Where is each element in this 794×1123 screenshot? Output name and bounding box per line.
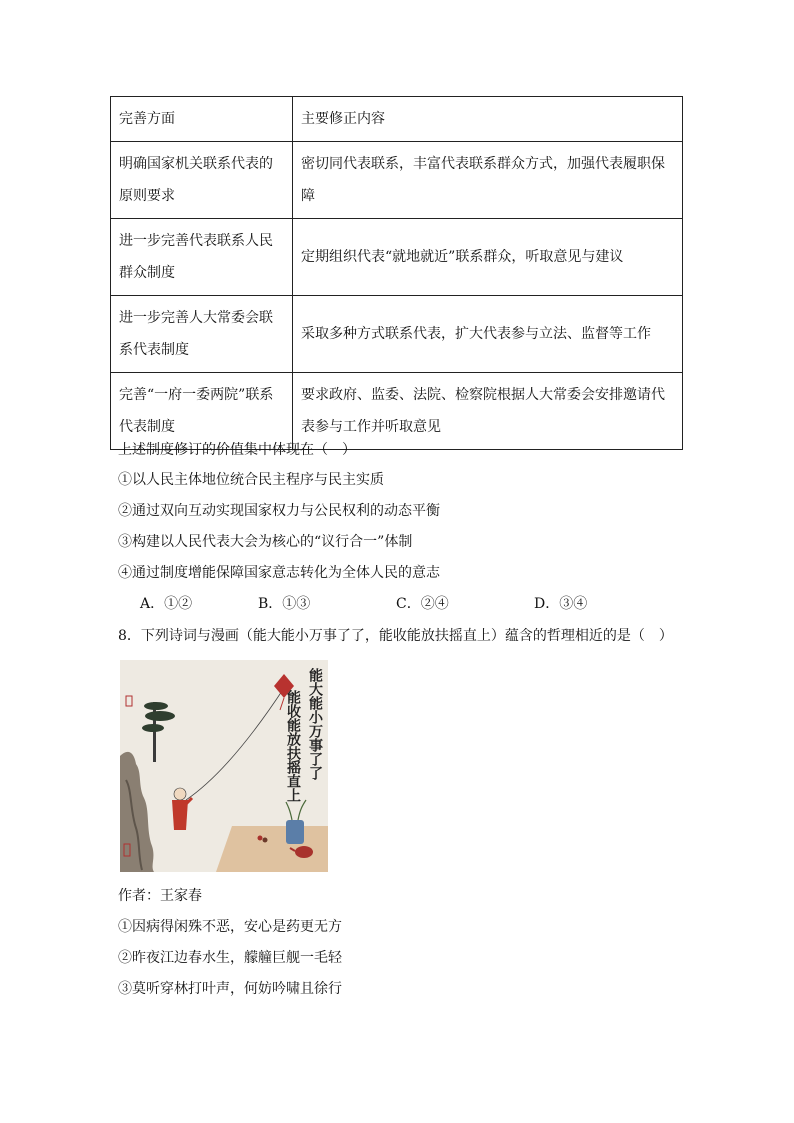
q8-statement-3: ③莫听穿林打叶声，何妨吟啸且徐行 — [118, 981, 342, 997]
table-cell: 完善“一府一委两院”联系代表制度 — [111, 373, 293, 450]
q7-statement-4: ④通过制度增能保障国家意志转化为全体人民的意志 — [118, 565, 440, 581]
painting-calligraphy-1: 能大能小万事了了 — [307, 668, 323, 780]
table-cell: 密切同代表联系，丰富代表联系群众方式，加强代表履职保障 — [293, 142, 683, 219]
q8-statement-2: ②昨夜江边春水生，艨艟巨舰一毛轻 — [118, 950, 342, 966]
table-header-cell: 主要修正内容 — [293, 97, 683, 142]
table-cell: 定期组织代表“就地就近”联系群众，听取意见与建议 — [293, 219, 683, 296]
table-header-row — [111, 97, 683, 142]
q8-author: 作者：王家春 — [118, 888, 202, 904]
table-row — [111, 373, 683, 450]
q7-option-d[interactable]: D．③④ — [534, 596, 588, 612]
q7-option-b[interactable]: B．①③ — [258, 596, 311, 612]
q8-stem: 8．下列诗词与漫画（能大能小万事了了，能收能放扶摇直上）蕴含的哲理相近的是（ ） — [118, 628, 673, 644]
q7-statement-3: ③构建以人民代表大会为核心的“议行合一”体制 — [118, 534, 413, 550]
q7-stem: 上述制度修订的价值集中体现在（ ） — [118, 442, 356, 458]
q7-statement-2: ②通过双向互动实现国家权力与公民权利的动态平衡 — [118, 503, 440, 519]
table-row — [111, 296, 683, 373]
revision-table — [110, 96, 683, 450]
q7-option-c[interactable]: C．②④ — [396, 596, 449, 612]
table-cell: 要求政府、监委、法院、检察院根据人大常委会安排邀请代表参与工作并听取意见 — [293, 373, 683, 450]
table-cell: 进一步完善代表联系人民群众制度 — [111, 219, 293, 296]
table-cell: 进一步完善人大常委会联系代表制度 — [111, 296, 293, 373]
table-cell: 明确国家机关联系代表的原则要求 — [111, 142, 293, 219]
table-row — [111, 142, 683, 219]
painting-calligraphy-2: 能收能放扶摇直上 — [285, 690, 301, 802]
q8-statement-1: ①因病得闲殊不恶，安心是药更无方 — [118, 919, 342, 935]
table-header-cell: 完善方面 — [111, 97, 293, 142]
table-cell: 采取多种方式联系代表，扩大代表参与立法、监督等工作 — [293, 296, 683, 373]
table-row — [111, 219, 683, 296]
q7-option-a[interactable]: A．①② — [140, 596, 193, 612]
q7-statement-1: ①以人民主体地位统合民主程序与民主实质 — [118, 472, 384, 488]
kite-painting — [120, 660, 328, 872]
